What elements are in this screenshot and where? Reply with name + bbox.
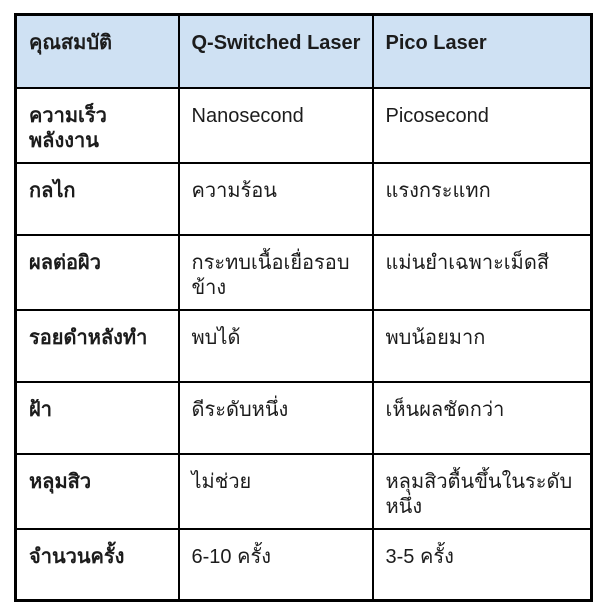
qswitched-value-cell: Nanosecond xyxy=(179,88,373,163)
pico-value-cell: แม่นยำเฉพาะเม็ดสี xyxy=(373,235,592,310)
qswitched-value-cell: 6-10 ครั้ง xyxy=(179,529,373,601)
qswitched-value-cell: กระทบเนื้อเยื่อรอบข้าง xyxy=(179,235,373,310)
pico-value-cell: Picosecond xyxy=(373,88,592,163)
laser-comparison-table xyxy=(14,13,593,602)
table-row-session-count xyxy=(16,529,592,601)
table-row-energy-speed xyxy=(16,88,592,163)
table-row-skin-effect xyxy=(16,235,592,310)
pico-value-cell: พบน้อยมาก xyxy=(373,310,592,382)
header-cell-feature: คุณสมบัติ xyxy=(16,15,179,88)
header-row xyxy=(16,15,592,88)
pico-value-cell: แรงกระแทก xyxy=(373,163,592,235)
pico-value-cell: หลุมสิวตื้นขึ้นในระดับหนึ่ง xyxy=(373,454,592,529)
feature-cell: จำนวนครั้ง xyxy=(16,529,179,601)
qswitched-value-cell: ความร้อน xyxy=(179,163,373,235)
table-row-mechanism xyxy=(16,163,592,235)
qswitched-value-cell: ดีระดับหนึ่ง xyxy=(179,382,373,454)
feature-cell: กลไก xyxy=(16,163,179,235)
feature-cell: ผลต่อผิว xyxy=(16,235,179,310)
qswitched-value-cell: พบได้ xyxy=(179,310,373,382)
feature-cell: ฝ้า xyxy=(16,382,179,454)
header-cell-qswitched-laser: Q-Switched Laser xyxy=(179,15,373,88)
feature-cell: ความเร็วพลังงาน xyxy=(16,88,179,163)
table-row-dark-marks xyxy=(16,310,592,382)
laser-comparison-table-container xyxy=(14,13,593,602)
feature-cell: รอยดำหลังทำ xyxy=(16,310,179,382)
qswitched-value-cell: ไม่ช่วย xyxy=(179,454,373,529)
table-row-melasma xyxy=(16,382,592,454)
feature-cell: หลุมสิว xyxy=(16,454,179,529)
pico-value-cell: เห็นผลชัดกว่า xyxy=(373,382,592,454)
table-row-acne-scars xyxy=(16,454,592,529)
pico-value-cell: 3-5 ครั้ง xyxy=(373,529,592,601)
header-cell-pico-laser: Pico Laser xyxy=(373,15,592,88)
